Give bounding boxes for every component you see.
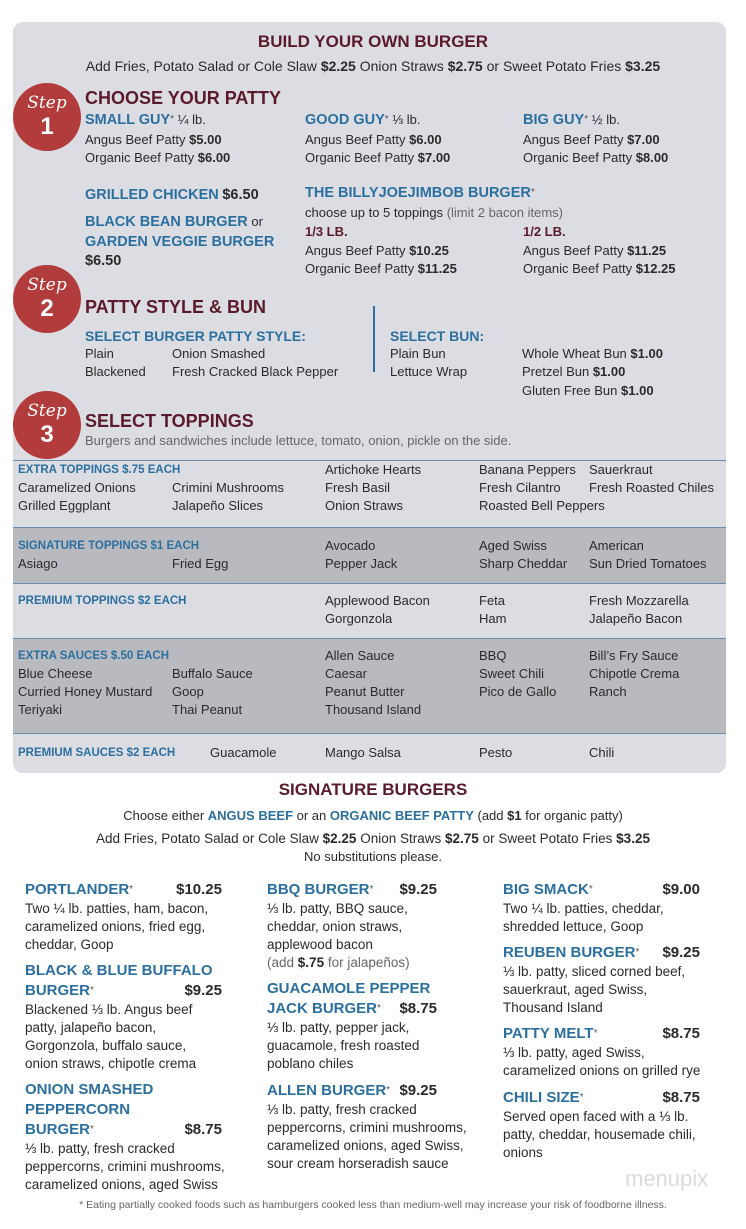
topping-item: Peanut Butter [325,684,405,699]
burger-price: $9.25 [184,982,222,999]
organic-upcharge: $1 [507,808,522,823]
asterisk: * [170,114,175,125]
topping-item: Thousand Island [325,702,422,717]
patty-type: Angus Beef Patty [523,132,624,147]
burger-name-text: GUACAMOLE PEPPER [267,980,431,997]
garden-veggie-burger [85,233,274,251]
signature-sides [0,830,746,848]
item-name: GRILLED CHICKEN [85,187,219,203]
step-3-badge [16,394,78,456]
burger-desc-line: ⅓ lb. patty, aged Swiss, [503,1045,645,1060]
topping-item: Jalapeño Slices [172,498,264,513]
limit: (limit 2 bacon items) [446,205,563,220]
topping-item: Fresh Roasted Chiles [589,480,714,495]
build-title: BUILD YOUR OWN BURGER [257,32,489,51]
price: $11.25 [417,261,457,276]
veggie-price: $6.50 [85,253,122,269]
signature-burger-item [25,961,222,1073]
billyjoejimbob-desc [305,204,563,222]
topping-item: Roasted Bell Peppers [479,498,605,513]
burger-desc-line: caramelized onions, aged Swiss [25,1177,218,1192]
addon-text: (add [267,955,295,970]
style-plain: Plain [85,346,114,361]
patty-type: Organic Beef Patty [305,150,415,165]
billy-half-organic [523,260,676,278]
topping-item: Grilled Eggplant [18,498,111,513]
burger-name-text: ALLEN BURGER [267,1082,387,1099]
burger-desc-line: sauerkraut, aged Swiss, [503,982,648,997]
burger-name [267,1081,437,1101]
billyjoejimbob-title [305,184,535,202]
step-3-heading: SELECT TOPPINGS [85,411,254,431]
burger-desc-line: patty, cheddar, housemade chili, [503,1127,696,1142]
topping-item: Banana Peppers [479,462,576,477]
addon-text: for jalapeños) [327,955,410,970]
signature-burger-item [503,880,700,936]
step-label: Step [27,275,67,295]
asterisk: * [377,1003,381,1014]
sides-text: Onion Straws [360,831,442,846]
sides-text: Onion Straws [359,58,444,74]
burger-name-text: JACK BURGER [267,1000,378,1017]
topping-item: Ham [479,611,507,626]
step-number: 2 [40,295,54,322]
topping-item: Caramelized Onions [18,480,136,495]
burger-price: $8.75 [184,1121,222,1138]
patty-name: SMALL GUY [85,112,171,128]
good-guy-organic [305,149,450,167]
burger-desc-line: Thousand Island [503,1000,603,1015]
price: $6.50 [222,187,259,203]
sides-price: $2.25 [320,58,356,74]
burger-name-text: BLACK & BLUE BUFFALO [25,962,213,979]
black-bean-burger [85,213,263,231]
patty-size: ¼ lb. [177,112,206,127]
burger-name-text: PATTY MELT [503,1025,594,1042]
asterisk: * [369,884,374,895]
topping-item: Applewood Bacon [325,593,430,608]
topping-item: Asiago [18,556,58,571]
choose-text: for organic patty) [525,808,623,823]
topping-item: Caesar [325,666,367,681]
item-name: THE BILLYJOEJIMBOB BURGER [305,185,531,201]
patty-style-heading: SELECT BURGER PATTY STYLE: [85,328,306,344]
patty-type: Angus Beef Patty [305,243,406,258]
big-guy-angus [523,131,660,149]
topping-item: Allen Sauce [325,648,395,663]
burger-desc-line: Two ¼ lb. patties, cheddar, [503,901,664,916]
step-2-divider [373,306,375,372]
burger-desc-line: applewood bacon [267,937,373,952]
grilled-chicken [85,186,259,204]
small-guy-title [85,111,206,129]
patty-type: Organic Beef Patty [523,150,633,165]
burger-desc-line: patty, jalapeño bacon, [25,1020,157,1035]
topping-item: Buffalo Sauce [172,666,253,681]
bun-name: Gluten Free Bun [522,383,618,398]
burger-desc-line: cheddar, onion straws, [267,919,403,934]
price: $6.00 [197,150,231,165]
topping-item: Pico de Gallo [479,684,557,699]
burger-name [25,880,222,900]
addon-price: $.75 [297,955,325,970]
topping-item: Onion Straws [325,498,404,513]
topping-item: Artichoke Hearts [325,462,422,477]
burger-desc-line: guacamole, fresh roasted [267,1038,420,1053]
burger-price: $9.00 [662,881,700,898]
topping-item: Pepper Jack [325,556,398,571]
sides-price: $3.25 [625,58,661,74]
burger-name-text: BURGER [25,1121,91,1138]
asterisk: * [635,947,640,958]
burger-name [503,1088,700,1108]
bun-name: Whole Wheat Bun [522,346,627,361]
burger-price: $8.75 [399,1000,437,1017]
patty-type: Angus Beef Patty [305,132,406,147]
burger-name [25,961,222,1001]
bun-lettuce-wrap: Lettuce Wrap [390,364,468,379]
sides-price: $2.25 [322,831,357,846]
step-number: 1 [40,113,54,140]
burger-price: $9.25 [399,1082,437,1099]
or-text: or [251,214,263,229]
small-guy-organic [85,149,230,167]
patty-size: ⅓ lb. [392,112,421,127]
patty-type: Organic Beef Patty [305,261,415,276]
topping-item: Guacamole [210,745,277,760]
step-1-badge [16,86,78,148]
topping-item: American [589,538,644,553]
choose-text: (add [477,808,504,823]
good-guy-angus [305,131,442,149]
step-number: 3 [40,421,54,448]
step-label: Step [27,401,67,421]
topping-item: Blue Cheese [18,666,93,681]
topping-item: Curried Honey Mustard [18,684,153,699]
desc: choose up to 5 toppings [305,205,444,220]
patty-name: BIG GUY [523,112,585,128]
burger-desc-line: Served open faced with a ⅓ lb. [503,1109,689,1124]
burger-desc-line: peppercorns, crimini mushrooms, [25,1159,225,1174]
burger-desc-line: ⅓ lb. patty, BBQ sauce, [267,901,408,916]
burger-desc-line: caramelized onions, aged Swiss, [267,1138,464,1153]
patty-type: Angus Beef Patty [523,243,624,258]
burger-name-text: REUBEN BURGER [503,944,636,961]
signature-title: SIGNATURE BURGERS [278,780,468,799]
price: $10.25 [409,243,449,258]
big-guy-title [523,111,620,129]
burger-name [267,979,437,1019]
burger-name-line [25,961,222,981]
topping-item: Aged Swiss [479,538,547,553]
topping-item: Teriyaki [18,702,63,717]
burger-price: $9.25 [662,944,700,961]
topping-item: Sun Dried Tomatoes [589,556,707,571]
sides-text: Add Fries, Potato Salad or Cole Slaw [96,831,319,846]
good-guy-title [305,111,420,129]
step-2-heading: PATTY STYLE & BUN [85,297,267,317]
topping-item: Thai Peanut [172,702,243,717]
topping-item: Gorgonzola [325,611,393,626]
bun-name: Pretzel Bun [522,364,590,379]
patty-name: GOOD GUY [305,112,385,128]
asterisk: * [584,114,589,125]
small-guy-angus [85,131,222,149]
burger-price: $9.25 [399,881,437,898]
bun-gluten-free [522,382,654,400]
signature-burger-item [267,979,437,1073]
sides-text: or Sweet Potato Fries [486,58,622,74]
sides-price: $2.75 [447,58,483,74]
price: $1.00 [592,364,626,379]
burger-name [503,880,700,900]
signature-burger-item [25,880,222,954]
topping-item: Crimini Mushrooms [172,480,284,495]
billy-half-angus [523,242,666,260]
burger-desc-line: ⅓ lb. patty, sliced corned beef, [503,964,686,979]
asterisk: * [579,1092,584,1103]
burger-name-line [25,1100,222,1120]
step-2-badge [16,268,78,330]
premium-sauces-label: PREMIUM SAUCES $2 EACH [18,747,176,759]
topping-item: Mango Salsa [325,745,401,760]
choose-text: Choose either [123,808,205,823]
patty-type: Organic Beef Patty [85,150,195,165]
item-name: BLACK BEAN BURGER [85,214,248,230]
angus-option: ANGUS BEEF [207,808,294,823]
price: $8.00 [635,150,669,165]
price: $7.00 [417,150,451,165]
sides-text: or Sweet Potato Fries [482,831,613,846]
style-black-pepper: Fresh Cracked Black Pepper [172,364,339,379]
extra-label: EXTRA TOPPINGS $.75 EACH [18,464,181,476]
footnote: * Eating partially cooked foods such as hamburgers cooked less than medium-well may increase your risk of foodborne illness. [79,1199,667,1211]
asterisk: * [588,884,593,895]
burger-name-text: PEPPERCORN [25,1101,131,1118]
bun-plain: Plain Bun [390,346,446,361]
topping-item: Sweet Chili [479,666,545,681]
burger-name-text: CHILI SIZE [503,1089,580,1106]
big-guy-organic [523,149,668,167]
burger-desc-line: ⅓ lb. patty, fresh cracked [267,1102,417,1117]
sides-text: Add Fries, Potato Salad or Cole Slaw [85,58,317,74]
burger-desc-line: Two ¼ lb. patties, ham, bacon, [25,901,209,916]
burger-name [503,1024,700,1044]
burger-name-line [267,979,437,999]
billy-half-label: 1/2 LB. [523,224,566,239]
burger-desc-line: onion straws, chipotle crema [25,1056,197,1071]
asterisk: * [530,187,535,198]
burger-desc-line: caramelized onions on grilled rye [503,1063,701,1078]
topping-item: Chili [589,745,615,760]
burger-price: $8.75 [662,1025,700,1042]
burger-desc-line: ⅓ lb. patty, pepper jack, [267,1020,410,1035]
signature-burger-item [503,1088,700,1162]
price: $7.00 [627,132,660,147]
organic-option: ORGANIC BEEF PATTY [329,808,474,823]
burger-desc-line: caramelized onions, fried egg, [25,919,206,934]
sides-price: $3.25 [616,831,650,846]
burger-desc-line: cheddar, Goop [25,937,114,952]
burger-desc-line: shredded lettuce, Goop [503,919,644,934]
bun-heading: SELECT BUN: [390,328,485,344]
burger-name-text: ONION SMASHED [25,1081,154,1098]
burger-desc-line: ⅓ lb. patty, fresh cracked [25,1141,175,1156]
asterisk: * [129,884,134,895]
signature-burger-item [267,1081,467,1173]
burger-desc-line: poblano chiles [267,1056,354,1071]
sauces-label: EXTRA SAUCES $.50 EACH [18,650,170,662]
signature-label: SIGNATURE TOPPINGS $1 EACH [18,540,200,552]
toppings-note: Burgers and sandwiches include lettuce, tomato, onion, pickle on the side. [85,433,512,448]
topping-item: Sharp Cheddar [479,556,568,571]
billy-third-angus [305,242,449,260]
style-blackened: Blackened [85,364,146,379]
bun-whole-wheat [522,345,663,363]
price: $11.25 [627,243,667,258]
burger-name-text: BIG SMACK [503,881,589,898]
billy-third-organic [305,260,457,278]
burger-name [267,880,437,900]
signature-choose [0,807,746,825]
topping-item: Pesto [479,745,513,760]
burger-name [503,943,700,963]
step-1-heading: CHOOSE YOUR PATTY [85,88,282,108]
burger-price: $8.75 [662,1089,700,1106]
burger-price: $10.25 [176,881,222,898]
topping-item: Fresh Basil [325,480,391,495]
step-label: Step [27,93,67,113]
signature-burger-item [25,1080,225,1194]
burger-name-text: BBQ BURGER [267,881,370,898]
burger-name-text: PORTLANDER [25,881,130,898]
asterisk: * [386,1085,391,1096]
build-sides [0,57,746,75]
asterisk: * [90,985,94,996]
topping-item: Sauerkraut [589,462,653,477]
topping-item: Feta [479,593,506,608]
burger-desc-line: sour cream horseradish sauce [267,1156,449,1171]
sides-price: $2.75 [445,831,479,846]
price: $12.25 [635,261,676,276]
topping-item: Fresh Mozzarella [589,593,689,608]
asterisk: * [90,1124,94,1135]
premium-label: PREMIUM TOPPINGS $2 EACH [18,595,187,607]
asterisk: * [593,1028,598,1039]
topping-item: Goop [172,684,204,699]
item-name: GARDEN VEGGIE BURGER [85,234,275,250]
topping-item: Avocado [325,538,376,553]
burger-desc-line: Blackened ⅓ lb. Angus beef [25,1002,193,1017]
burger-desc-line: peppercorns, crimini mushrooms, [267,1120,467,1135]
burger-name-text: BURGER [25,982,91,999]
price: $6.00 [409,132,442,147]
burger-desc-line: Gorgonzola, buffalo sauce, [25,1038,187,1053]
topping-item: Ranch [589,684,627,699]
topping-item: Chipotle Crema [589,666,680,681]
burger-desc-line: onions [503,1145,543,1160]
watermark: menupix [625,1166,709,1191]
topping-item: Jalapeño Bacon [589,611,683,626]
topping-item: BBQ [479,648,507,663]
price: $1.00 [630,346,663,361]
style-onion-smashed: Onion Smashed [172,346,266,361]
signature-burger-item [503,1024,700,1080]
patty-type: Organic Beef Patty [523,261,633,276]
topping-item: Fresh Cilantro [479,480,561,495]
signature-burger-item [503,943,700,1017]
bun-pretzel [522,363,625,381]
choose-text: or an [296,808,327,823]
patty-type: Angus Beef Patty [85,132,186,147]
asterisk: * [384,114,389,125]
price: $5.00 [189,132,222,147]
billy-third-label: 1/3 LB. [305,224,348,239]
burger-name [25,1080,222,1140]
burger-addon [267,954,437,972]
patty-size: ½ lb. [591,112,620,127]
topping-item: Fried Egg [172,556,229,571]
burger-name-line [25,1080,222,1100]
topping-item: Bill’s Fry Sauce [589,648,679,663]
no-substitutions: No substitutions please. [303,849,443,864]
signature-burger-item [267,880,437,972]
price: $1.00 [621,383,654,398]
